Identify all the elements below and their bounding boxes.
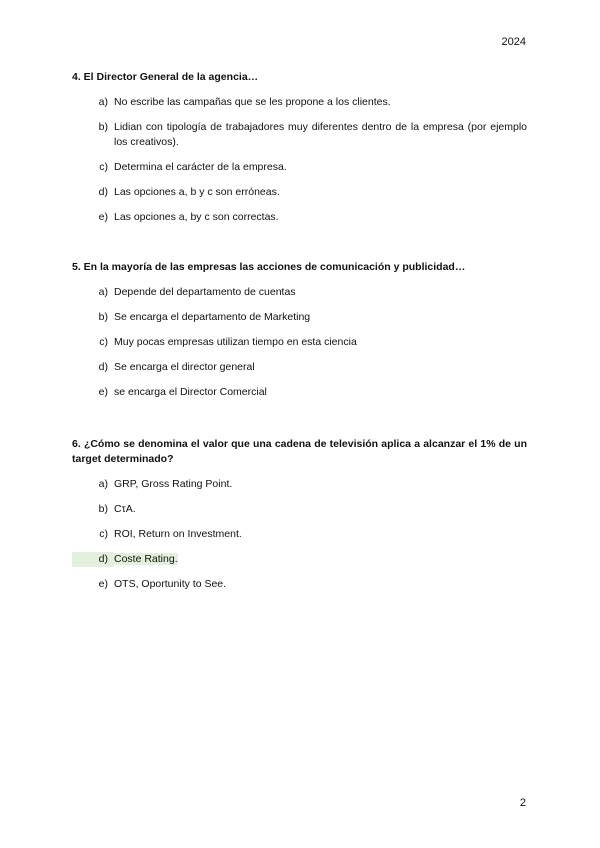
option-text	[114, 552, 527, 567]
question-title: 4. El Director General de la agencia…	[72, 71, 259, 83]
option-text: GRP, Gross Rating Point.	[114, 478, 233, 490]
answer-option-b	[72, 502, 527, 517]
option-text: CτA.	[114, 503, 136, 515]
option-letter: b)	[98, 503, 108, 515]
option-letter: d)	[72, 552, 114, 567]
option-letter: b)	[98, 121, 108, 133]
question-title: 5. En la mayoría de las empresas las acciones de comunicación y publicidad…	[72, 261, 466, 273]
option-letter: a)	[98, 96, 108, 108]
option-text: Depende del departamento de cuentas	[114, 286, 296, 298]
option-letter: d)	[98, 361, 108, 373]
option-text: Las opciones a, by c son correctas.	[114, 211, 279, 223]
option-text: se encarga el Director Comercial	[114, 386, 267, 398]
option-text: Se encarga el departamento de Marketing	[114, 311, 311, 323]
option-letter: c)	[99, 528, 108, 540]
option-letter: c)	[99, 336, 108, 348]
highlighted-answer: Coste Rating.	[114, 553, 178, 565]
answer-option-c	[72, 527, 527, 542]
option-letter: e)	[98, 386, 108, 398]
option-text: Lidian con tipología de trabajadores muy diferentes dentro de la empresa (por ejemplo los creativos).	[114, 121, 527, 148]
question-5	[72, 260, 527, 400]
option-text: Muy pocas empresas utilizan tiempo en esta ciencia	[114, 336, 357, 348]
answer-option-d	[72, 185, 527, 200]
option-letter: c)	[99, 161, 108, 173]
option-letter: b)	[98, 311, 108, 323]
question-title: 6. ¿Cómo se denomina el valor que una cadena de televisión aplica a alcanzar el 1% de un target determinado?	[72, 438, 527, 465]
option-letter: d)	[98, 186, 108, 198]
header-year: 2024	[501, 36, 526, 48]
page-number: 2	[519, 797, 526, 809]
option-text: Determina el carácter de la empresa.	[114, 161, 287, 173]
answer-option-b	[72, 120, 527, 150]
answer-option-a	[72, 477, 527, 492]
answer-option-a	[72, 285, 527, 300]
option-text: ROI, Return on Investment.	[114, 528, 242, 540]
option-text: Se encarga el director general	[114, 361, 255, 373]
option-text: OTS, Oportunity to See.	[114, 578, 227, 590]
answer-option-a	[72, 95, 527, 110]
option-letter: e)	[98, 211, 108, 223]
question-6	[72, 437, 527, 592]
question-4	[72, 70, 527, 225]
option-letter: a)	[98, 478, 108, 490]
option-text: No escribe las campañas que se les propone a los clientes.	[114, 96, 391, 108]
answer-options	[72, 285, 527, 400]
option-letter: a)	[98, 286, 108, 298]
answer-option-d	[72, 552, 527, 567]
answer-options	[72, 477, 527, 592]
answer-option-e	[72, 385, 527, 400]
answer-option-c	[72, 335, 527, 350]
answer-option-b	[72, 310, 527, 325]
answer-option-d	[72, 360, 527, 375]
answer-options	[72, 95, 527, 225]
answer-option-e	[72, 210, 527, 225]
option-text: Las opciones a, b y c son erróneas.	[114, 186, 280, 198]
option-letter: e)	[98, 578, 108, 590]
answer-option-c	[72, 160, 527, 175]
answer-option-e	[72, 577, 527, 592]
